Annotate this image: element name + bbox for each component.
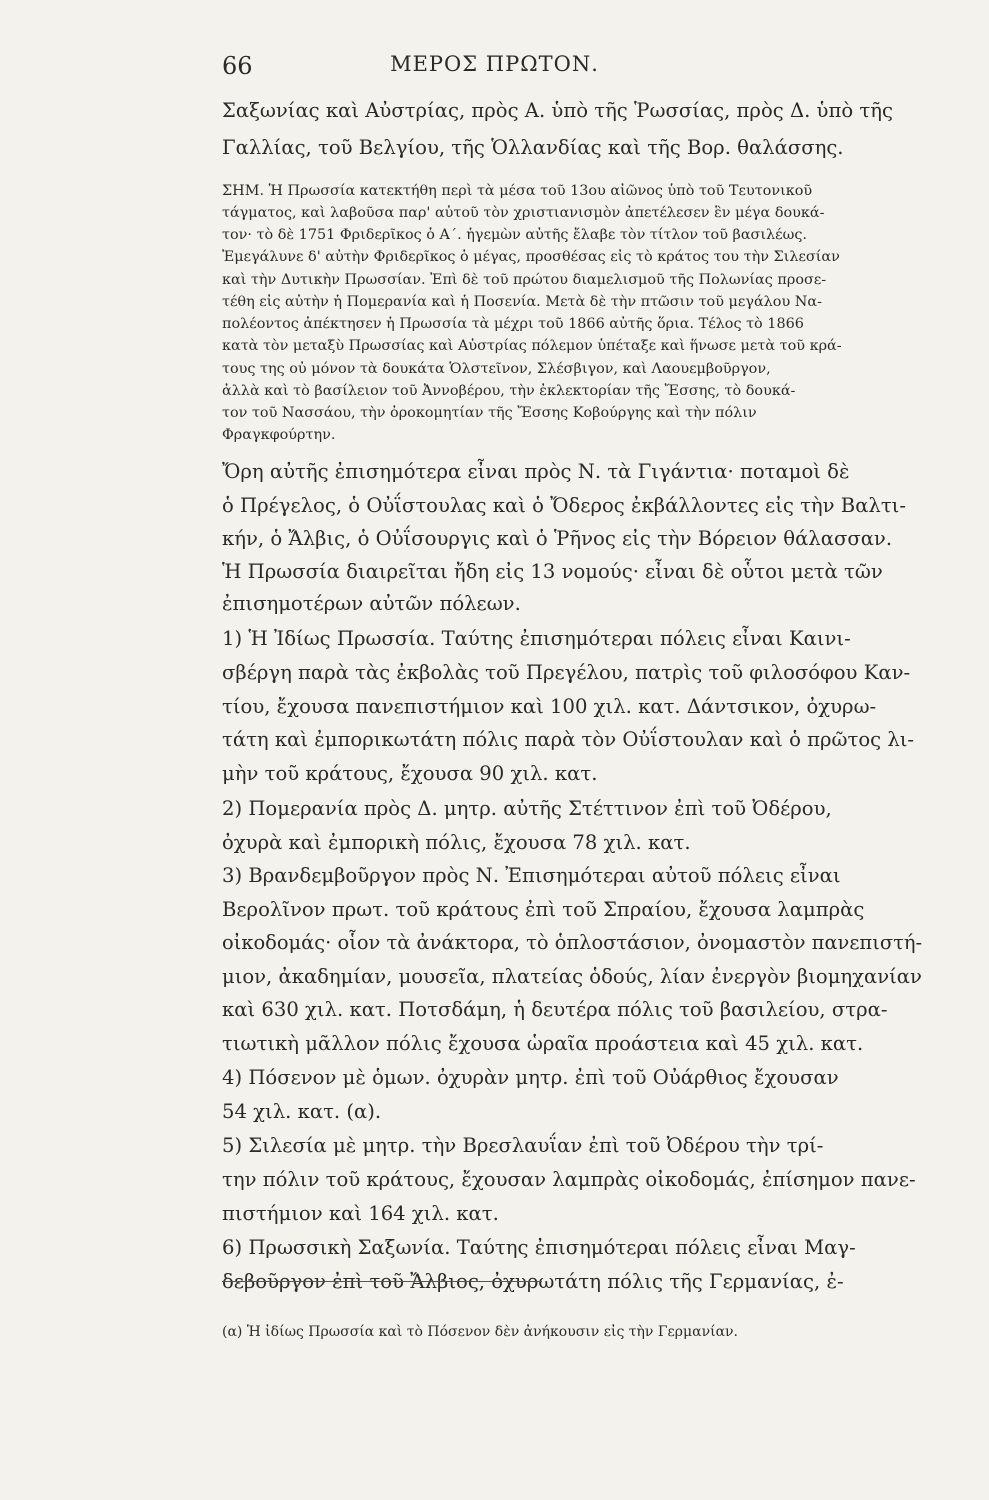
text-line: 4) Πόσενον μὲ ὁμων. ὀχυρὰν μητρ. ἐπὶ τοῦ Οὐάρθιος ἔχουσαν [222, 1066, 839, 1089]
text-line: τάτη καὶ ἐμπορικωτάτη πόλις παρὰ τὸν Οὐΐστουλαν καὶ ὁ πρῶτος λι- [222, 728, 915, 751]
note-line: ΣΗΜ. Ἡ Πρωσσία κατεκτήθη περὶ τὰ μέσα τοῦ 13ου αἰῶνος ὑπὸ τοῦ Τευτονικοῦ [222, 183, 813, 199]
text-line: τιωτικὴ μᾶλλον πόλις ἔχουσα ὡραῖα προάστεια καὶ 45 χιλ. κατ. [222, 1032, 864, 1055]
note-line: πολέοντος ἀπέκτησεν ἡ Πρωσσία τὰ μέχρι τοῦ 1866 αὐτῆς ὅρια. Τέλος τὸ 1866 [222, 316, 804, 332]
text-line: Γαλλίας, τοῦ Βελγίου, τῆς Ὁλλανδίας καὶ τῆς Βορ. θαλάσσης. [222, 136, 844, 159]
note-line: καὶ τὴν Δυτικὴν Πρωσσίαν. Ἐπὶ δὲ τοῦ πρώτου διαμελισμοῦ τῆς Πολωνίας προσε- [222, 272, 827, 288]
note-line: κατὰ τὸν μεταξὺ Πρωσσίας καὶ Αὐστρίας πόλεμον ὑπέταξε καὶ ἥνωσε μετὰ τοῦ κρά- [222, 338, 842, 354]
text-line: ὁ Πρέγελος, ὁ Οὐΐστουλας καὶ ὁ Ὄδερος ἐκβάλλοντες εἰς τὴν Βαλτι- [222, 494, 906, 517]
text-line: μιον, ἀκαδημίαν, μουσεῖα, πλατείας ὁδούς, λίαν ἐνεργὸν βιομηχανίαν [222, 965, 922, 988]
page-number: 66 [222, 52, 253, 80]
note-line: τέθη εἰς αὐτὴν ἡ Πομερανία καὶ ἡ Ποσενία. Μετὰ δὲ τὴν πτῶσιν τοῦ μεγάλου Να- [222, 294, 822, 310]
note-line: Φραγκφούρτην. [222, 427, 336, 443]
text-line: 1) Ἡ Ἰδίως Πρωσσία. Ταύτης ἐπισημότεραι πόλεις εἶναι Καινι- [222, 627, 851, 650]
text-line: δεβοῦργον ἐπὶ τοῦ Ἄλβιος, ὀχυρωτάτη πόλις τῆς Γερμανίας, ἐ- [222, 1270, 844, 1293]
text-line: Σαξωνίας καὶ Αὐστρίας, πρὸς Α. ὑπὸ τῆς Ῥωσσίας, πρὸς Δ. ὑπὸ τῆς [222, 99, 893, 122]
text-line: πιστήμιον καὶ 164 χιλ. κατ. [222, 1202, 499, 1225]
text-line: 3) Βρανδεμβοῦργον πρὸς Ν. Ἐπισημότεραι αὐτοῦ πόλεις εἶναι [222, 864, 841, 887]
note-line: τους της οὐ μόνον τὰ δουκάτα Ὁλστεῖνον, Σλέσβιγον, καὶ Λαουεμβοῦργον, [222, 361, 771, 377]
text-line: 5) Σιλεσία μὲ μητρ. τὴν Βρεσλαυΐαν ἐπὶ τοῦ Ὀδέρου τὴν τρί- [222, 1134, 824, 1157]
note-line: Ἐμεγάλυνε δ' αὐτὴν Φριδερῖκος ὁ μέγας, προσθέσας εἰς τὸ κράτος του τὴν Σιλεσίαν [222, 249, 840, 265]
text-line: Ἡ Πρωσσία διαιρεῖται ἤδη εἰς 13 νομούς· εἶναι δὲ οὗτοι μετὰ τῶν [222, 560, 883, 583]
text-line: ἐπισημοτέρων αὐτῶν πόλεων. [222, 592, 521, 615]
text-line: 6) Πρωσσικὴ Σαξωνία. Ταύτης ἐπισημότεραι πόλεις εἶναι Μαγ- [222, 1236, 856, 1259]
text-line: Βερολῖνον πρωτ. τοῦ κράτους ἐπὶ τοῦ Σπραίου, ἔχουσα λαμπρὰς [222, 898, 865, 921]
footnote-rule [222, 1281, 542, 1282]
note-line: τον· τὸ δὲ 1751 Φριδερῖκος ὁ Α΄. ἡγεμὼν αὐτῆς ἔλαβε τὸν τίτλον τοῦ βασιλέως. [222, 227, 807, 243]
text-line: σβέργη παρὰ τὰς ἐκβολὰς τοῦ Πρεγέλου, πατρὶς τοῦ φιλοσόφου Καν- [222, 661, 911, 684]
text-line: Ὄρη αὐτῆς ἐπισημότερα εἶναι πρὸς Ν. τὰ Γιγάντια· ποταμοὶ δὲ [222, 460, 850, 483]
running-title: ΜΕΡΟΣ ΠΡΩΤΟΝ. [390, 52, 599, 76]
text-line: ὀχυρὰ καὶ ἐμπορικὴ πόλις, ἔχουσα 78 χιλ. κατ. [222, 831, 691, 854]
text-line: κήν, ὁ Ἄλβις, ὁ Οὐΐσουργις καὶ ὁ Ῥῆνος εἰς τὴν Βόρειον θάλασσαν. [222, 527, 893, 550]
text-line: οἰκοδομάς· οἷον τὰ ἀνάκτορα, τὸ ὁπλοστάσιον, ὀνομαστὸν πανεπιστή- [222, 931, 923, 954]
text-line: την πόλιν τοῦ κράτους, ἔχουσαν λαμπρὰς οἰκοδομάς, ἐπίσημον πανε- [222, 1168, 916, 1191]
text-line: καὶ 630 χιλ. κατ. Ποτσδάμη, ἡ δευτέρα πόλις τοῦ βασιλείου, στρα- [222, 998, 888, 1021]
footnote: (α) Ἡ ἰδίως Πρωσσία καὶ τὸ Πόσενον δὲν ἀνήκουσιν εἰς τὴν Γερμανίαν. [222, 1324, 739, 1340]
text-line: τίου, ἔχουσα πανεπιστήμιον καὶ 100 χιλ. κατ. Δάντσικον, ὀχυρω- [222, 695, 877, 718]
text-line: 54 χιλ. κατ. (α). [222, 1100, 382, 1123]
text-line: μὴν τοῦ κράτους, ἔχουσα 90 χιλ. κατ. [222, 762, 598, 785]
text-line: 2) Πομερανία πρὸς Δ. μητρ. αὐτῆς Στέττινον ἐπὶ τοῦ Ὀδέρου, [222, 797, 832, 820]
note-line: τον τοῦ Νασσάου, τὴν ὀροκομητίαν τῆς Ἔσσης Κοβούργης καὶ τὴν πόλιν [222, 405, 757, 421]
note-line: ἀλλὰ καὶ τὸ βασίλειον τοῦ Ἀννοβέρου, τὴν ἐκλεκτορίαν τῆς Ἔσσης, τὸ δουκά- [222, 383, 796, 399]
note-line: τάγματος, καὶ λαβοῦσα παρ' αὐτοῦ τὸν χριστιανισμὸν ἀπετέλεσεν ἓν μέγα δουκά- [222, 205, 825, 221]
